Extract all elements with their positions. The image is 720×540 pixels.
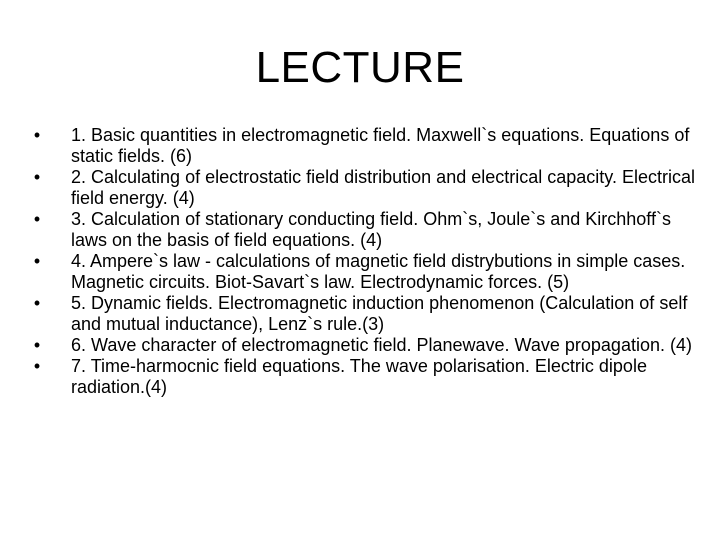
bullet-icon: • — [33, 167, 41, 187]
topic-list — [28, 125, 698, 398]
slide-title: LECTURE — [255, 43, 465, 92]
list-item-text: 6. Wave character of electromagnetic field. Planewave. Wave propagation. (4) — [71, 335, 692, 355]
list-item — [28, 335, 698, 356]
list-item-text: 5. Dynamic fields. Electromagnetic induction phenomenon (Calculation of self and mutual inductance), Lenz`s rule.(3) — [71, 293, 688, 334]
bullet-icon: • — [33, 356, 41, 376]
list-item-text: 3. Calculation of stationary conducting field. Ohm`s, Joule`s and Kirchhoff`s laws on the basis of field equations. (4) — [71, 209, 671, 250]
list-item — [28, 167, 698, 209]
list-item-text: 2. Calculating of electrostatic field distribution and electrical capacity. Electrical field energy. (4) — [71, 167, 695, 208]
bullet-icon: • — [33, 293, 41, 313]
bullet-icon: • — [33, 125, 41, 145]
list-item — [28, 125, 698, 167]
bullet-icon: • — [33, 251, 41, 271]
bullet-icon: • — [33, 335, 41, 355]
list-item-text: 1. Basic quantities in electromagnetic field. Maxwell`s equations. Equations of static fields. (6) — [71, 125, 690, 166]
list-item-text: 7. Time-harmocnic field equations. The wave polarisation. Electric dipole radiation.(4) — [71, 356, 647, 397]
list-item-text: 4. Ampere`s law - calculations of magnetic field distrybutions in simple cases. Magnetic circuits. Biot-Savart`s law. Electrodynamic forces. (5) — [71, 251, 686, 292]
list-item — [28, 293, 698, 335]
list-item — [28, 356, 698, 398]
list-item — [28, 251, 698, 293]
bullet-icon: • — [33, 209, 41, 229]
list-item — [28, 209, 698, 251]
